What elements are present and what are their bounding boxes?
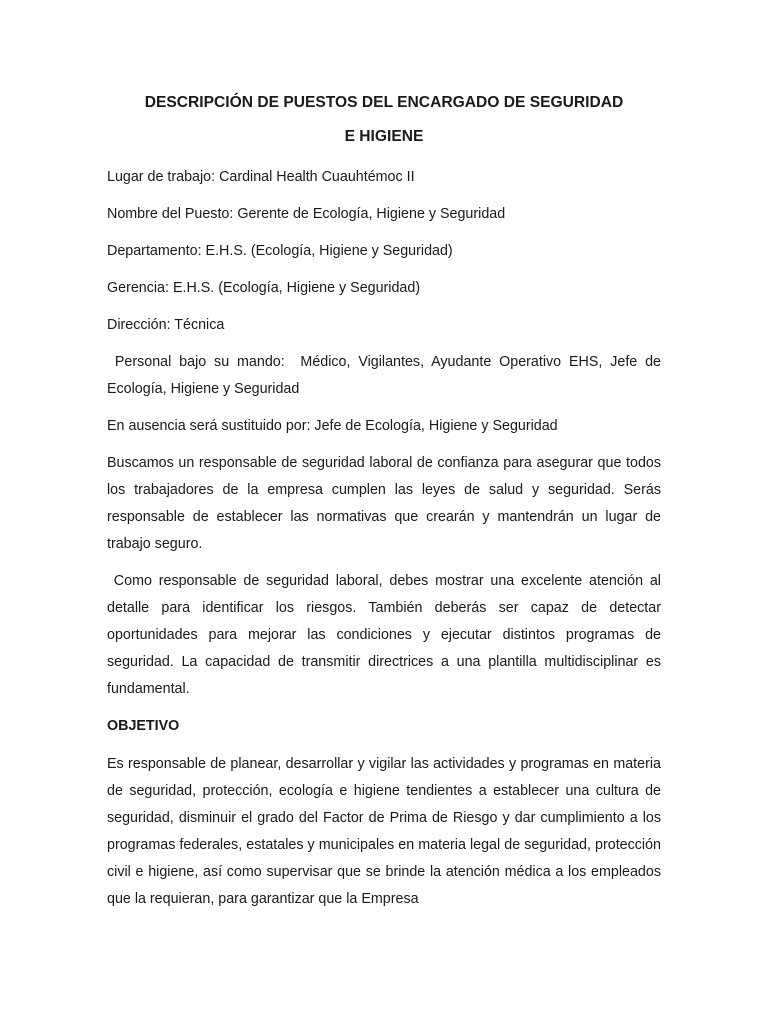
document-title-line-1: DESCRIPCIÓN DE PUESTOS DEL ENCARGADO DE SEGURIDAD bbox=[144, 94, 624, 111]
field-lugar-de-trabajo: Lugar de trabajo: Cardinal Health Cuauhtémoc II bbox=[107, 169, 415, 185]
field-direccion: Dirección: Técnica bbox=[107, 317, 225, 333]
field-departamento: Departamento: E.H.S. (Ecología, Higiene y Seguridad) bbox=[107, 243, 453, 259]
responsibilities-paragraph: Como responsable de seguridad laboral, debes mostrar una excelente atención al detalle para identificar los riesgos. También deberás ser capaz de detectar oportunidades para mejorar las condiciones y ejecutar distintos programas de seguridad. La capacidad de transmitir directrices a una plantilla multidisciplinar es fundamental. bbox=[107, 573, 665, 697]
job-info-fields bbox=[107, 164, 665, 440]
intro-paragraph: Buscamos un responsable de seguridad laboral de confianza para asegurar que todos los trabajadores de la empresa cumplen las leyes de salud y seguridad. Serás responsable de establecer las normativas que crearán y mantendrán un lugar de trabajo seguro. bbox=[107, 455, 661, 552]
objective-heading: OBJETIVO bbox=[107, 718, 180, 734]
field-gerencia: Gerencia: E.H.S. (Ecología, Higiene y Seguridad) bbox=[107, 280, 421, 296]
field-nombre-del-puesto: Nombre del Puesto: Gerente de Ecología, Higiene y Seguridad bbox=[107, 206, 506, 222]
document-title-line-2: E HIGIENE bbox=[344, 128, 424, 145]
document-title bbox=[107, 86, 661, 154]
document-body bbox=[107, 86, 665, 913]
objective-paragraph: Es responsable de planear, desarrollar y vigilar las actividades y programas en materia de seguridad, protección, ecología e higiene tendientes a establecer una cultura de seguridad, disminuir el grado del Factor de Prima de Riesgo y dar cumplimiento a los programas federales, estatales y municipales en materia legal de seguridad, protección civil e higiene, así como supervisar que se brinde la atención médica a los empleados que la requieran, para garantizar que la Empresa bbox=[107, 756, 661, 907]
field-sustituto: En ausencia será sustituido por: Jefe de Ecología, Higiene y Seguridad bbox=[107, 418, 558, 434]
field-personal-bajo-su-mando: Personal bajo su mando: Médico, Vigilantes, Ayudante Operativo EHS, Jefe de Ecología, Higiene y Seguridad bbox=[107, 354, 665, 397]
